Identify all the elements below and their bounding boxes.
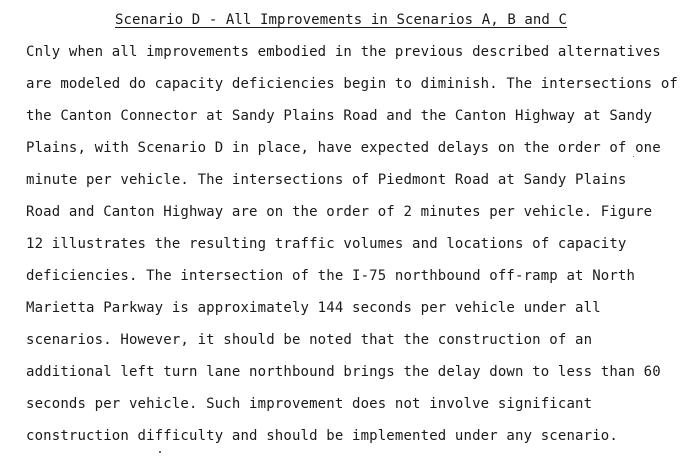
paragraph-line-11: additional left turn lane northbound brings the delay down to less than 60 bbox=[26, 364, 661, 380]
paragraph-line-7: 12 illustrates the resulting traffic volumes and locations of capacity bbox=[26, 236, 627, 252]
scan-speck bbox=[633, 156, 634, 157]
paragraph-line-13: construction difficulty and should be implemented under any scenario. bbox=[26, 428, 618, 444]
paragraph-line-1: Cnly when all improvements embodied in the previous described alternatives bbox=[26, 44, 661, 60]
paragraph-line-4: Plains, with Scenario D in place, have expected delays on the order of one bbox=[26, 140, 661, 156]
scan-speck bbox=[159, 451, 161, 453]
paragraph-line-8: deficiencies. The intersection of the I-75 northbound off-ramp at North bbox=[26, 268, 636, 284]
section-heading: Scenario D - All Improvements in Scenarios A, B and C bbox=[115, 12, 568, 28]
paragraph-line-6: Road and Canton Highway are on the order of 2 minutes per vehicle. Figure bbox=[26, 204, 653, 220]
paragraph-line-12: seconds per vehicle. Such improvement does not involve significant bbox=[26, 396, 593, 412]
paragraph-line-2: are modeled do capacity deficiencies begin to diminish. The intersections of bbox=[26, 76, 678, 92]
paragraph-line-3: the Canton Connector at Sandy Plains Road and the Canton Highway at Sandy bbox=[26, 108, 653, 124]
paragraph-line-9: Marietta Parkway is approximately 144 seconds per vehicle under all bbox=[26, 300, 601, 316]
paragraph-line-10: scenarios. However, it should be noted that the construction of an bbox=[26, 332, 593, 348]
paragraph-line-5: minute per vehicle. The intersections of Piedmont Road at Sandy Plains bbox=[26, 172, 627, 188]
